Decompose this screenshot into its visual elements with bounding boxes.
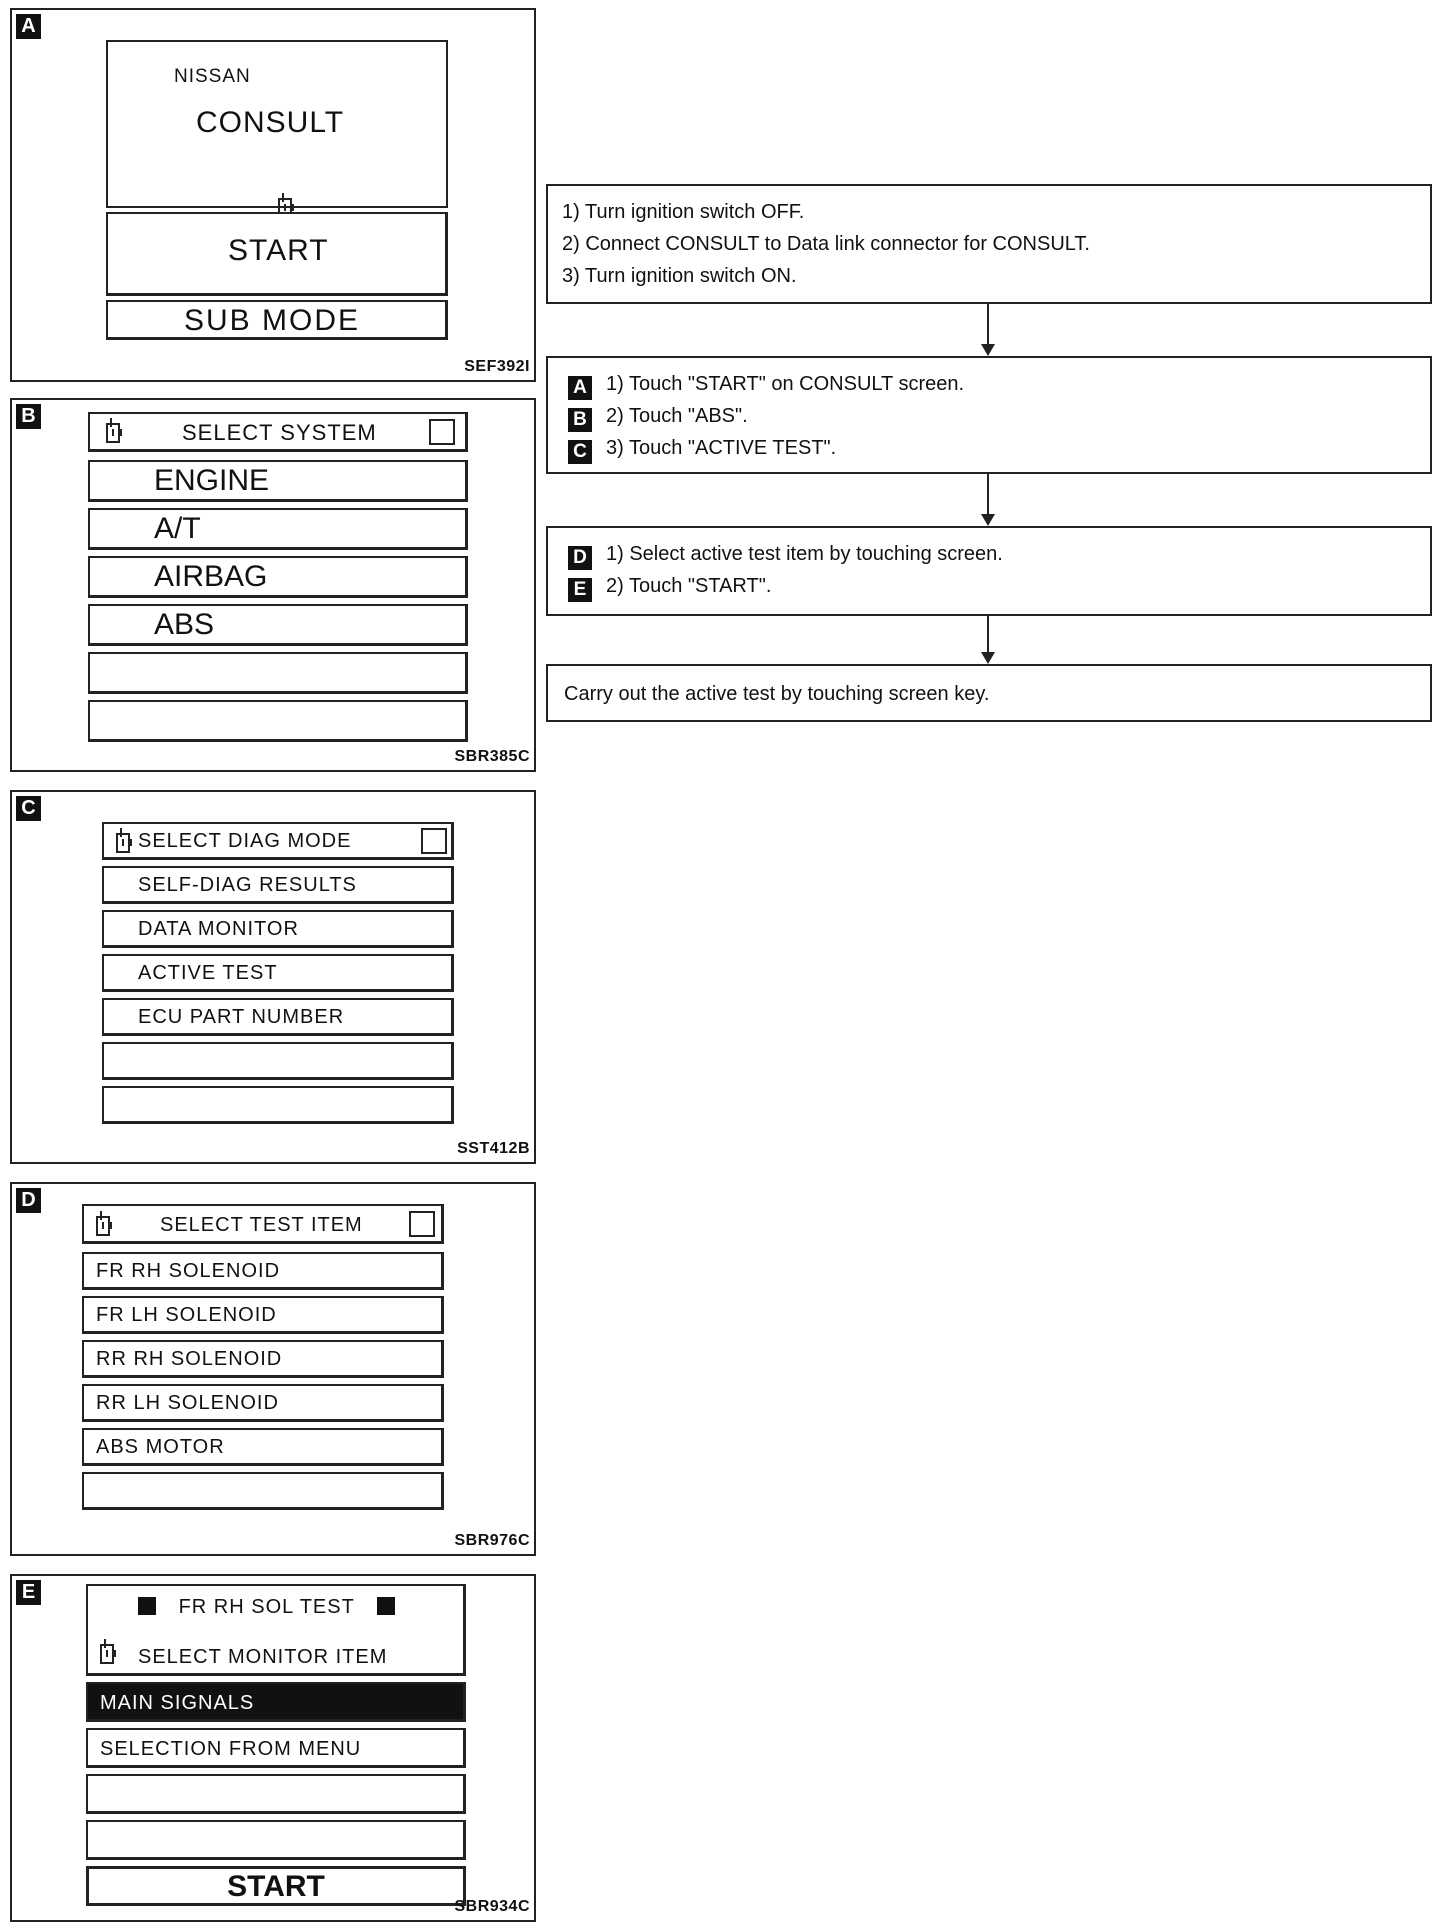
consult-title-screen: [106, 40, 448, 208]
diag-mode-item[interactable]: [102, 954, 454, 992]
step-badge: B: [568, 408, 592, 432]
flow-step-2: [546, 356, 1432, 474]
system-item[interactable]: [88, 508, 468, 550]
system-item[interactable]: [88, 460, 468, 502]
flow-step-3-line: [568, 570, 771, 602]
step-badge: C: [568, 440, 592, 464]
header-label: SELECT TEST ITEM: [160, 1214, 363, 1236]
step-text: 2) Touch "START".: [606, 575, 772, 597]
step-text: 1) Select active test item by touching screen.: [606, 543, 1003, 565]
step-text: 1) Touch "START" on CONSULT screen.: [606, 373, 965, 395]
figure-code: SBR976C: [454, 1532, 530, 1549]
flow-step-2-line: [568, 368, 964, 400]
panel-letter-a: A: [16, 14, 41, 39]
system-item-label: A/T: [154, 512, 201, 545]
test-item[interactable]: [82, 1472, 444, 1510]
diag-mode-item-label: DATA MONITOR: [138, 918, 299, 940]
monitor-item-selected[interactable]: [86, 1682, 466, 1722]
figure-code: SEF392I: [464, 358, 530, 375]
test-item[interactable]: [82, 1384, 444, 1422]
back-square-icon[interactable]: [429, 419, 455, 445]
figure-code: SBR385C: [454, 748, 530, 765]
flow-arrow: [987, 304, 989, 352]
diag-mode-item[interactable]: [102, 866, 454, 904]
diag-mode-item-label: SELF-DIAG RESULTS: [138, 874, 357, 896]
select-diag-mode-header: [102, 822, 454, 860]
monitor-item-label: MAIN SIGNALS: [100, 1692, 255, 1714]
figure-code: SST412B: [457, 1140, 530, 1157]
back-square-icon[interactable]: [409, 1211, 435, 1237]
system-item-label: ENGINE: [154, 464, 270, 497]
test-item-label: FR LH SOLENOID: [96, 1304, 277, 1326]
flow-step-2-line: [568, 400, 748, 432]
system-item[interactable]: [88, 652, 468, 694]
figure-code: SBR934C: [454, 1898, 530, 1915]
header-label: SELECT DIAG MODE: [138, 830, 352, 852]
flow-step-1-line: 3) Turn ignition switch ON.: [562, 265, 797, 287]
panel-letter-e: E: [16, 1580, 41, 1605]
left-square-icon: [138, 1597, 156, 1615]
panel-letter-d: D: [16, 1188, 41, 1213]
system-item[interactable]: [88, 556, 468, 598]
right-square-icon: [377, 1597, 395, 1615]
test-item[interactable]: [82, 1428, 444, 1466]
system-item-label: ABS: [154, 608, 215, 641]
step-badge: A: [568, 376, 592, 400]
start-button[interactable]: [106, 212, 448, 296]
test-item-label: RR LH SOLENOID: [96, 1392, 279, 1414]
flow-step-3-line: [568, 538, 1003, 570]
test-item[interactable]: [82, 1340, 444, 1378]
flow-step-1-line: 1) Turn ignition switch OFF.: [562, 201, 805, 223]
monitor-item[interactable]: [86, 1774, 466, 1814]
test-title: [138, 1596, 395, 1619]
test-item[interactable]: [82, 1296, 444, 1334]
start-button-label: START: [228, 234, 329, 267]
test-item-label: RR RH SOLENOID: [96, 1348, 283, 1370]
back-square-icon[interactable]: [421, 828, 447, 854]
product-label: CONSULT: [196, 106, 345, 139]
diag-mode-item[interactable]: [102, 1086, 454, 1124]
system-item[interactable]: [88, 700, 468, 742]
test-header-box: [86, 1584, 466, 1676]
panel-c: [10, 790, 536, 1164]
monitor-item-label: SELECTION FROM MENU: [100, 1738, 362, 1760]
brand-label: NISSAN: [174, 66, 251, 87]
test-item-label: ABS MOTOR: [96, 1436, 225, 1458]
panel-letter-b: B: [16, 404, 41, 429]
panel-letter-c: C: [16, 796, 41, 821]
panel-d: [10, 1182, 536, 1556]
sub-mode-button-label: SUB MODE: [184, 304, 361, 337]
flow-step-2-line: [568, 432, 836, 464]
monitor-item[interactable]: [86, 1820, 466, 1860]
panel-e: [10, 1574, 536, 1922]
step-text: 2) Touch "ABS".: [606, 405, 748, 427]
flow-step-1: [546, 184, 1432, 304]
panel-b: [10, 398, 536, 772]
flow-step-3: [546, 526, 1432, 616]
touch-hand-icon: [106, 423, 120, 443]
flow-step-4: [546, 664, 1432, 722]
test-item[interactable]: [82, 1252, 444, 1290]
diag-mode-item-label: ECU PART NUMBER: [138, 1006, 345, 1028]
step-badge: E: [568, 578, 592, 602]
diag-mode-item[interactable]: [102, 910, 454, 948]
start-button-label: START: [227, 1870, 325, 1903]
test-item-label: FR RH SOLENOID: [96, 1260, 281, 1282]
select-test-item-header: [82, 1204, 444, 1244]
select-system-header: [88, 412, 468, 452]
touch-hand-icon: [116, 833, 130, 853]
touch-hand-icon: [96, 1216, 110, 1236]
flow-arrow: [987, 616, 989, 660]
header-label: SELECT SYSTEM: [182, 420, 377, 445]
start-button[interactable]: [86, 1866, 466, 1906]
panel-a: [10, 8, 536, 382]
test-title-label: FR RH SOL TEST: [178, 1596, 355, 1618]
flow-step-1-line: 2) Connect CONSULT to Data link connector for CONSULT.: [562, 233, 1090, 255]
diag-mode-item[interactable]: [102, 1042, 454, 1080]
flow-step-4-line: Carry out the active test by touching screen key.: [564, 683, 990, 705]
system-item-label: AIRBAG: [154, 560, 268, 593]
diag-mode-item-label: ACTIVE TEST: [138, 962, 278, 984]
test-subtitle: SELECT MONITOR ITEM: [138, 1646, 388, 1668]
system-item[interactable]: [88, 604, 468, 646]
step-text: 3) Touch "ACTIVE TEST".: [606, 437, 837, 459]
touch-hand-icon: [100, 1644, 114, 1664]
flow-arrow: [987, 474, 989, 522]
monitor-item[interactable]: [86, 1728, 466, 1768]
step-badge: D: [568, 546, 592, 570]
sub-mode-button[interactable]: [106, 300, 448, 340]
diag-mode-item[interactable]: [102, 998, 454, 1036]
